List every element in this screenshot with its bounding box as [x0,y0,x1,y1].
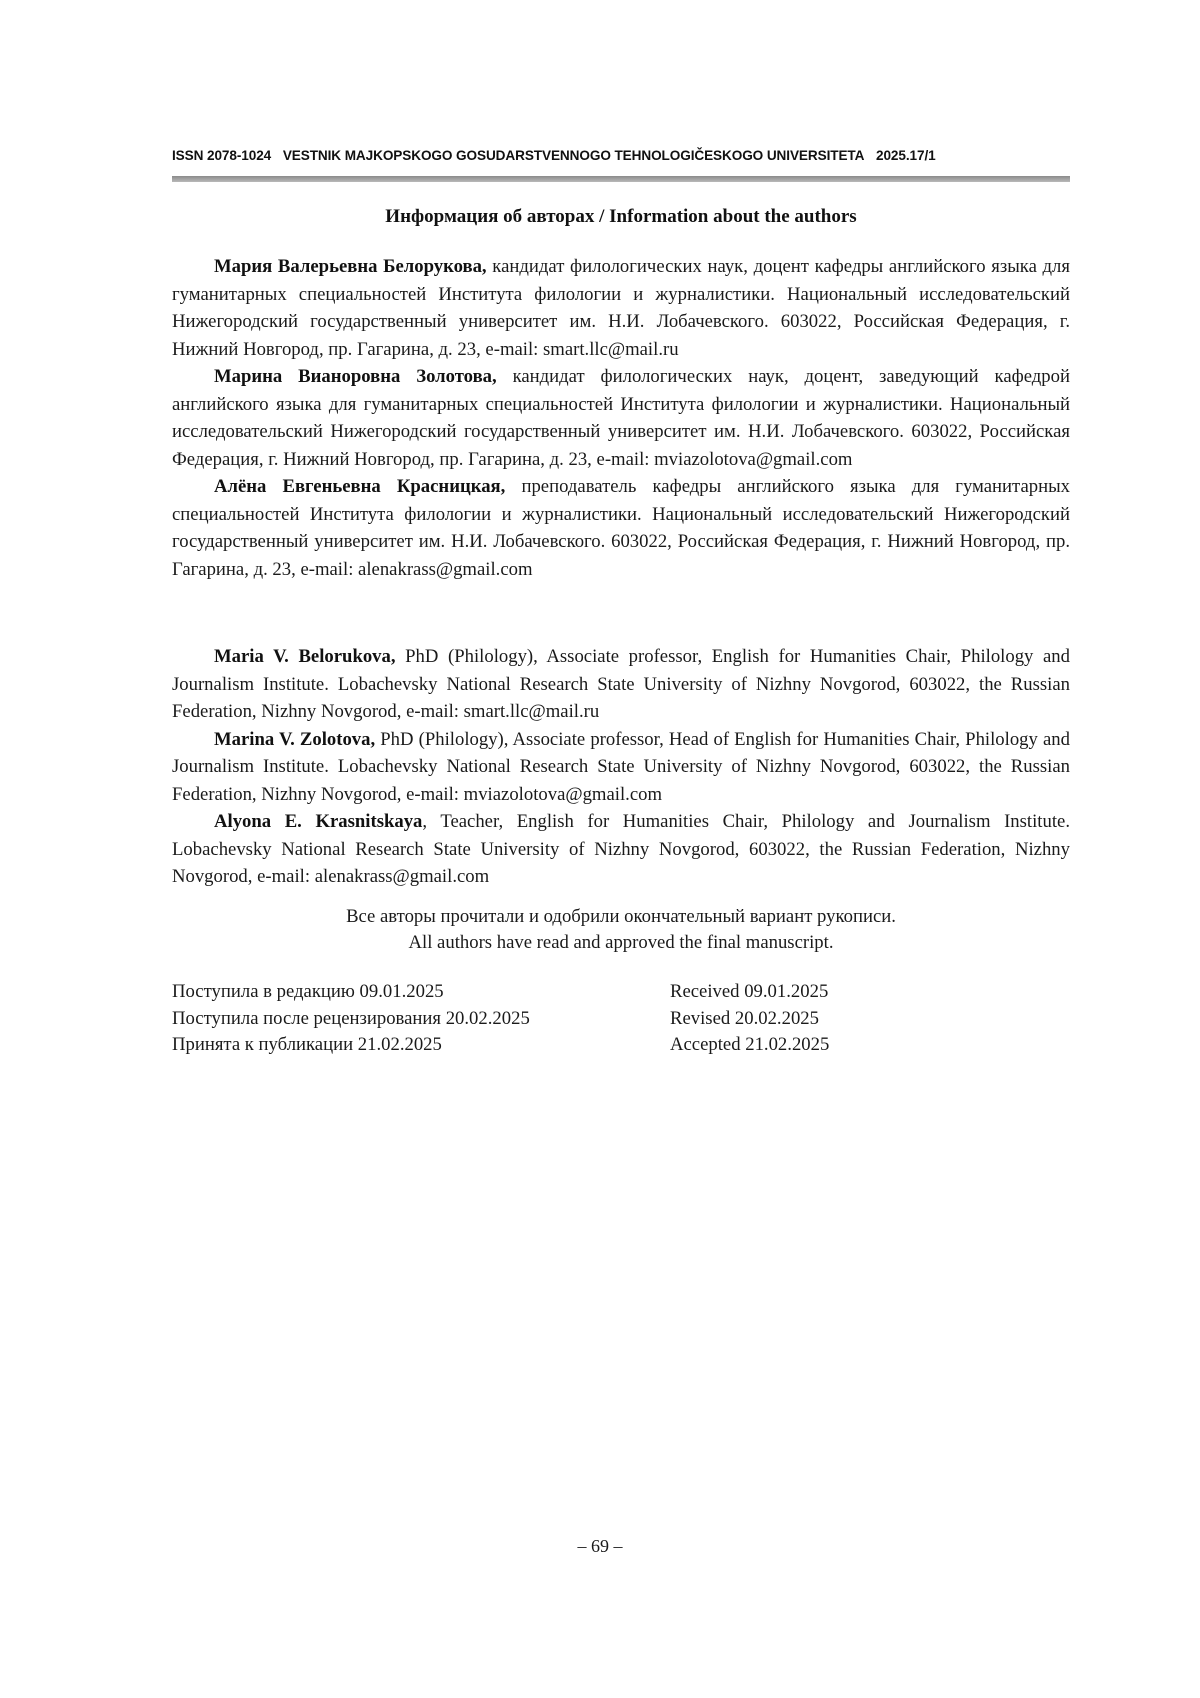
date-accepted-en: Accepted 21.02.2025 [670,1034,830,1055]
authors-ru [172,253,1070,583]
authors-en [172,643,1070,891]
approval-en: All authors have read and approved the final manuscript. [408,932,834,953]
author-name: Мария Валерьевна Белорукова, [214,256,487,277]
journal-title: VESTNIK MAJKOPSKOGO GOSUDARSTVENNOGO TEHNOLOGIČESKOGO UNIVERSITETA [282,148,865,163]
date-revised-ru: Поступила после рецензирования 20.02.2025 [172,1007,530,1029]
volume-number: 2025.17/1 [876,148,936,163]
author-details: PhD (Philology), Associate professor, English for Humanities Chair, Philology and Journalism Institute. Lobachevsky National Research State University of Nizhny Novgorod, 603022, the Russian Federation, Nizhny Novgorod, e-mail: smart.llc@mail.ru [172,646,1070,722]
author-ru-3 [172,473,1070,583]
dates-ru [172,979,530,1059]
date-accepted-ru: Принята к публикации 21.02.2025 [172,1034,442,1055]
author-details: PhD (Philology), Associate professor, Head of English for Humanities Chair, Philology and Journalism Institute. Lobachevsky National Research State University of Nizhny Novgorod, 603022, the Russian Federation, Nizhny Novgorod, e-mail: mviazolotova@gmail.com [172,728,1070,805]
header-rule [172,176,1070,182]
author-en-2 [172,726,1070,809]
author-ru-2 [172,363,1070,473]
author-details: преподаватель кафедры английского языка для гуманитарных специальностей Института филологии и журналистики. Национальный исследовательский Нижегородский государственный университет им. Н.И. Лобачевского. 603022, Российская Федерация, г. Нижний Новгород, пр. Гагарина, д. 23, e-mail: alenakrass@gmail.com [172,476,1070,580]
date-received-en: Received 09.01.2025 [670,981,829,1002]
author-ru-1 [172,253,1070,363]
page-number: – 69 – [577,1536,623,1556]
author-details: кандидат филологических наук, доцент кафедры английского языка для гуманитарных специальностей Института филологии и журналистики. Национальный исследовательский Нижегородский государственный университет им. Н.И. Лобачевского. 603022, Российская Федерация, г. Нижний Новгород, пр. Гагарина, д. 23, e-mail: smart.llc@mail.ru [172,256,1070,360]
author-en-1 [172,643,1070,726]
dates-en [670,979,829,1059]
author-name: Marina V. Zolotova, [214,728,376,750]
author-name: Марина Вианоровна Золотова, [214,366,497,387]
author-name: Maria V. Belorukova, [214,646,396,667]
author-details: кандидат филологических наук, доцент, заведующий кафедрой английского языка для гуманитарных специальностей Института филологии и журналистики. Национальный исследовательский Нижегородский государственный университет им. Н.И. Лобачевского. 603022, Российская Федерация, г. Нижний Новгород, пр. Гагарина, д. 23, e-mail: mviazolotova@gmail.com [172,366,1070,470]
date-revised-en: Revised 20.02.2025 [670,1007,819,1029]
author-en-3 [172,808,1070,891]
section-title: Информация об авторах / Information about the authors [385,206,857,227]
author-name: Алёна Евгеньевна Красницкая, [214,476,506,497]
approval-ru: Все авторы прочитали и одобрили окончательный вариант рукописи. [346,906,896,927]
author-name: Alyona E. Krasnitskaya [214,811,423,832]
running-head [172,148,1070,163]
issn: ISSN 2078-1024 [172,148,272,163]
approval-statement [172,904,1070,956]
author-details: , Teacher, English for Humanities Chair, Philology and Journalism Institute. Lobachevsky National Research State University of Nizhny Novgorod, 603022, the Russian Federation, Nizhny Novgorod, e-mail: alenakrass@gmail.com [172,811,1071,887]
date-received-ru: Поступила в редакцию 09.01.2025 [172,981,444,1002]
